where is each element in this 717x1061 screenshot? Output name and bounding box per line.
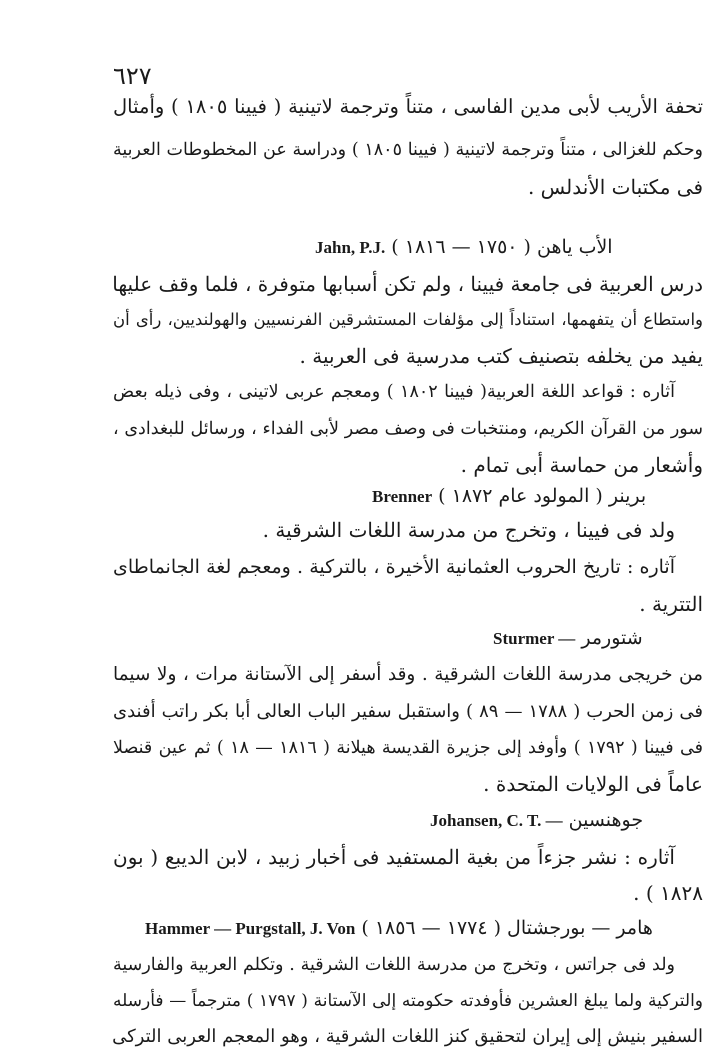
entry-heading-latin: Jahn, P.J. [315, 238, 386, 257]
body-line: عاماً فى الولايات المتحدة . [483, 772, 703, 796]
body-line: ولد فى فيينا ، وتخرج من مدرسة اللغات الشرقية . [262, 518, 675, 542]
entry-heading-arabic: الأب ياهن ( ١٧٥٠ — ١٨١٦ ) [391, 236, 613, 258]
entry-heading-latin: Sturmer — [493, 629, 576, 648]
body-line: ولد فى جراتس ، وتخرج من مدرسة اللغات الشرقية . وتكلم العربية والفارسية [113, 955, 675, 975]
entry-heading [372, 482, 646, 511]
entry-heading-latin: Hammer — Purgstall, J. Von [145, 919, 356, 938]
entry-heading-arabic: برينر ( المولود عام ١٨٧٢ ) [438, 485, 647, 507]
page-number: ٦٢٧ [113, 62, 152, 90]
entry-heading-arabic: هامر — بورجشتال ( ١٧٧٤ — ١٨٥٦ ) [361, 917, 653, 939]
body-line: آثاره : قواعد اللغة العربية( فيينا ١٨٠٢ ) ومعجم عربى لاتينى ، وفى ذيله بعض [113, 382, 675, 402]
body-line: والتركية ولما يبلغ العشرين فأوفدته حكومته إلى الآستانة ( ١٧٩٧ ) مترجماً — فأرسله [113, 991, 703, 1011]
entry-heading-arabic: شتورمر [581, 627, 643, 649]
body-line: وحكم للغزالى ، متناً وترجمة لاتينية ( فيينا ١٨٠٥ ) ودراسة عن المخطوطات العربية [113, 140, 703, 160]
body-line: آثاره : نشر جزءاً من بغية المستفيد فى أخبار زبيد ، لابن الديبع ( بون [113, 845, 675, 869]
body-line: ١٨٢٨ ) . [633, 881, 703, 905]
body-line: آثاره : تاريخ الحروب العثمانية الأخيرة ، بالتركية . ومعجم لغة الجانماطاى [113, 556, 675, 578]
body-line: سور من القرآن الكريم، ومنتخبات فى وصف مصر لأبى الفداء ، ورسائل للبغدادى ، [113, 419, 703, 439]
body-line: وأشعار من حماسة أبى تمام . [460, 453, 703, 477]
entry-heading-latin: Johansen, C. T. — [430, 811, 563, 830]
entry-heading [430, 806, 643, 835]
body-line: واستطاع أن يتفهمها، استناداً إلى مؤلفات المستشرقين الفرنسيين والهولنديين، رأى أن [113, 310, 703, 329]
body-line: يفيد من يخلفه بتصنيف كتب مدرسية فى العربية . [299, 344, 703, 368]
body-line: درس العربية فى جامعة فيينا ، ولم تكن أسبابها متوفرة ، فلما وقف عليها [112, 272, 703, 296]
body-line: فى مكتبات الأندلس . [527, 175, 703, 199]
body-line: فى فيينا ( ١٧٩٢ ) وأوفد إلى جزيرة القديسة هيلانة ( ١٨١٦ — ١٨ ) ثم عين قنصلا [113, 738, 703, 758]
entry-heading [315, 233, 613, 262]
entry-heading [493, 624, 643, 653]
entry-heading [145, 914, 653, 943]
entry-heading-latin: Brenner [372, 487, 433, 506]
body-line: السفير بنيش إلى إيران لتحقيق كنز اللغات الشرقية ، وهو المعجم العربى التركى [112, 1026, 703, 1047]
body-line: التترية . [639, 592, 703, 616]
body-line: تحفة الأريب لأبى مدين الفاسى ، متناً وترجمة لاتينية ( فيينا ١٨٠٥ ) وأمثال [113, 95, 704, 118]
entry-heading-arabic: جوهنسين [568, 809, 644, 831]
body-line: فى زمن الحرب ( ١٧٨٨ — ٨٩ ) واستقبل سفير الباب العالى أبا بكر راتب أفندى [113, 701, 703, 722]
body-line: من خريجى مدرسة اللغات الشرقية . وقد أسفر إلى الآستانة مرات ، ولا سيما [113, 664, 703, 685]
